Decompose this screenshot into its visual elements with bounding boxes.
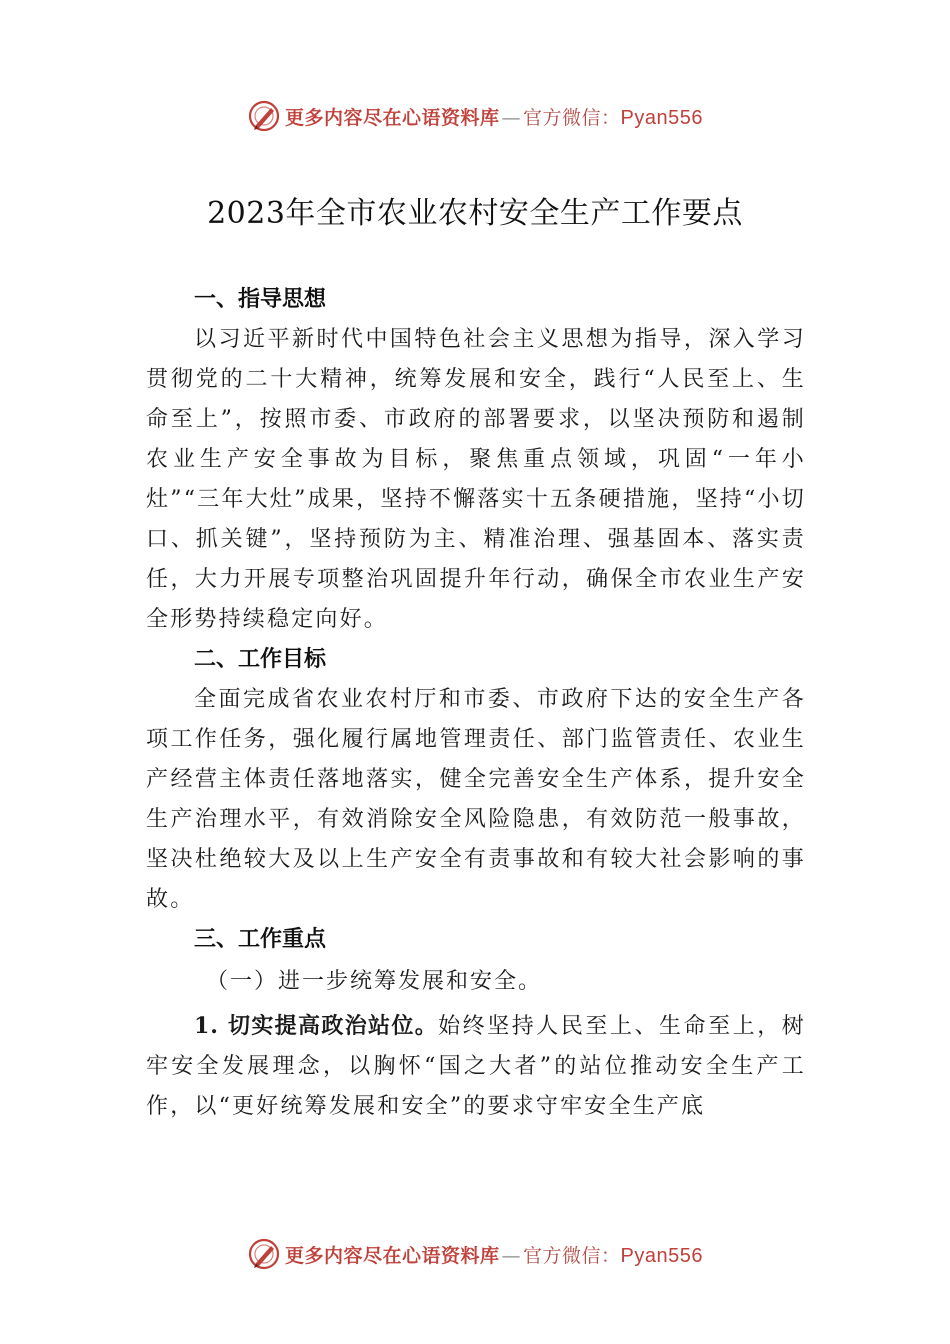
section-paragraph-guiding-ideology: 以习近平新时代中国特色社会主义思想为指导，深入学习贯彻党的二十大精神，统筹发展和安全，践行“人民至上、生命至上”，按照市委、市政府的部署要求，以坚决预防和遏制农业生产安全事故为目标，聚焦重点领域，巩固“一年小灶”“三年大灶”成果，坚持不懈落实十五条硬措施，坚持“小切口、抓关键”，坚持预防为主、精准治理、强基固本、落实责任，大力开展专项整治巩固提升年行动，确保全市农业生产安全形势持续稳定向好。 (146, 327, 806, 632)
section-heading-work-priorities: 三、工作重点 (194, 927, 327, 952)
section-paragraph-work-goals: 全面完成省农业农村厅和市委、市政府下达的安全生产各项工作任务，强化履行属地管理责任、部门监管责任、农业生产经营主体责任落地落实，健全完善安全生产体系，提升安全生产治理水平，有效消除安全风险隐患，有效防范一般事故，坚决杜绝较大及以上生产安全有责事故和有较大社会影响的事故。 (146, 687, 806, 912)
section-heading-work-goals: 二、工作目标 (194, 647, 327, 672)
watermark-wechat-id: Pyan556 (620, 1244, 703, 1267)
watermark-dash: — (501, 106, 522, 129)
pen-nib-logo-icon (247, 1237, 281, 1271)
watermark-label: 官方微信： (523, 1244, 621, 1267)
watermark-text (285, 1241, 703, 1268)
pen-nib-logo-icon (247, 99, 281, 133)
watermark-main-text: 更多内容尽在心语资料库 (285, 106, 500, 129)
subsection-heading: （一）进一步统筹发展和安全。 (206, 969, 543, 994)
document-body (146, 280, 806, 1127)
numbered-item-paragraph (146, 1006, 806, 1127)
watermark-wechat-id: Pyan556 (620, 106, 703, 129)
numbered-item-lead: 1. 切实提高政治站位。 (194, 1013, 439, 1039)
document-title: 2023年全市农业农村安全生产工作要点 (207, 196, 743, 231)
watermark-footer (0, 1234, 950, 1274)
watermark-header (0, 96, 950, 136)
watermark-dash: — (501, 1244, 522, 1267)
watermark-main-text: 更多内容尽在心语资料库 (285, 1244, 500, 1267)
section-heading-guiding-ideology: 一、指导思想 (194, 287, 327, 312)
watermark-text (285, 103, 703, 130)
watermark-label: 官方微信： (523, 106, 621, 129)
numbered-item-text: 始终坚持人民至上、生命至上，树牢安全发展理念，以胸怀“国之大者”的站位推动安全生产工作，以“更好统筹发展和安全”的要求守牢安全生产底 (146, 1014, 806, 1119)
